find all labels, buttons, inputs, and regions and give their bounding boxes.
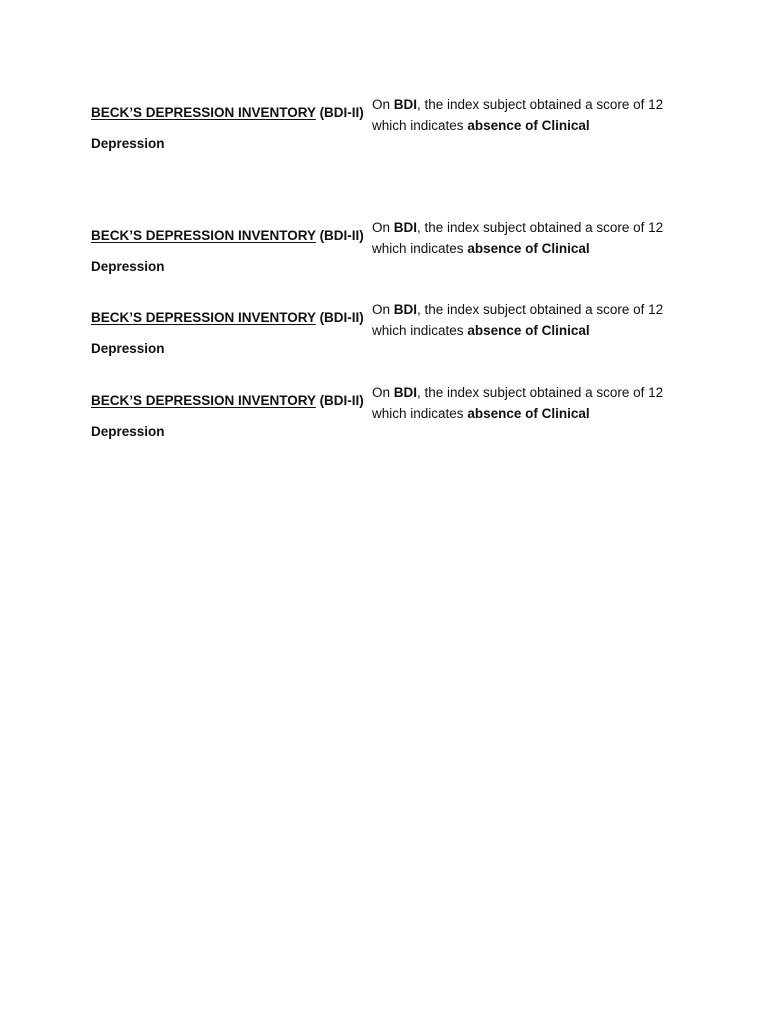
test-subtitle: Depression xyxy=(91,136,165,151)
desc-bold-result: absence of Clinical xyxy=(467,323,590,338)
desc-bold-term: BDI xyxy=(393,302,418,317)
desc-text: , the index subject obtained a score of 12 which indicates xyxy=(372,302,664,338)
test-name-underlined: BECK’S DEPRESSION INVENTORY xyxy=(91,105,316,120)
desc-bold-result: absence of Clinical xyxy=(467,118,590,133)
test-subtitle: Depression xyxy=(91,424,165,439)
test-abbreviation: (BDI-II) xyxy=(315,105,364,120)
test-abbreviation: (BDI-II) xyxy=(315,393,364,408)
desc-bold-term: BDI xyxy=(393,385,418,400)
test-result-description xyxy=(372,94,682,136)
desc-text: On xyxy=(372,220,394,235)
desc-text: , the index subject obtained a score of 12 which indicates xyxy=(372,97,664,133)
test-result-description xyxy=(372,299,682,341)
assessment-entry xyxy=(0,297,768,377)
desc-text: , the index subject obtained a score of 12 which indicates xyxy=(372,385,664,421)
desc-text: , the index subject obtained a score of 12 which indicates xyxy=(372,220,664,256)
desc-bold-term: BDI xyxy=(393,97,418,112)
desc-text: On xyxy=(372,97,394,112)
test-title xyxy=(91,310,364,325)
desc-text: On xyxy=(372,302,394,317)
test-abbreviation: (BDI-II) xyxy=(315,310,364,325)
assessment-entry xyxy=(0,215,768,295)
test-title xyxy=(91,105,364,120)
test-name-underlined: BECK’S DEPRESSION INVENTORY xyxy=(91,393,316,408)
test-result-description xyxy=(372,382,682,424)
desc-bold-term: BDI xyxy=(393,220,418,235)
desc-bold-result: absence of Clinical xyxy=(467,241,590,256)
assessment-entry xyxy=(0,92,768,172)
test-title xyxy=(91,228,364,243)
test-result-description xyxy=(372,217,682,259)
test-subtitle: Depression xyxy=(91,341,165,356)
test-subtitle: Depression xyxy=(91,259,165,274)
test-title xyxy=(91,393,364,408)
assessment-entry xyxy=(0,380,768,460)
test-name-underlined: BECK’S DEPRESSION INVENTORY xyxy=(91,228,316,243)
desc-bold-result: absence of Clinical xyxy=(467,406,590,421)
test-name-underlined: BECK’S DEPRESSION INVENTORY xyxy=(91,310,316,325)
desc-text: On xyxy=(372,385,394,400)
test-abbreviation: (BDI-II) xyxy=(315,228,364,243)
